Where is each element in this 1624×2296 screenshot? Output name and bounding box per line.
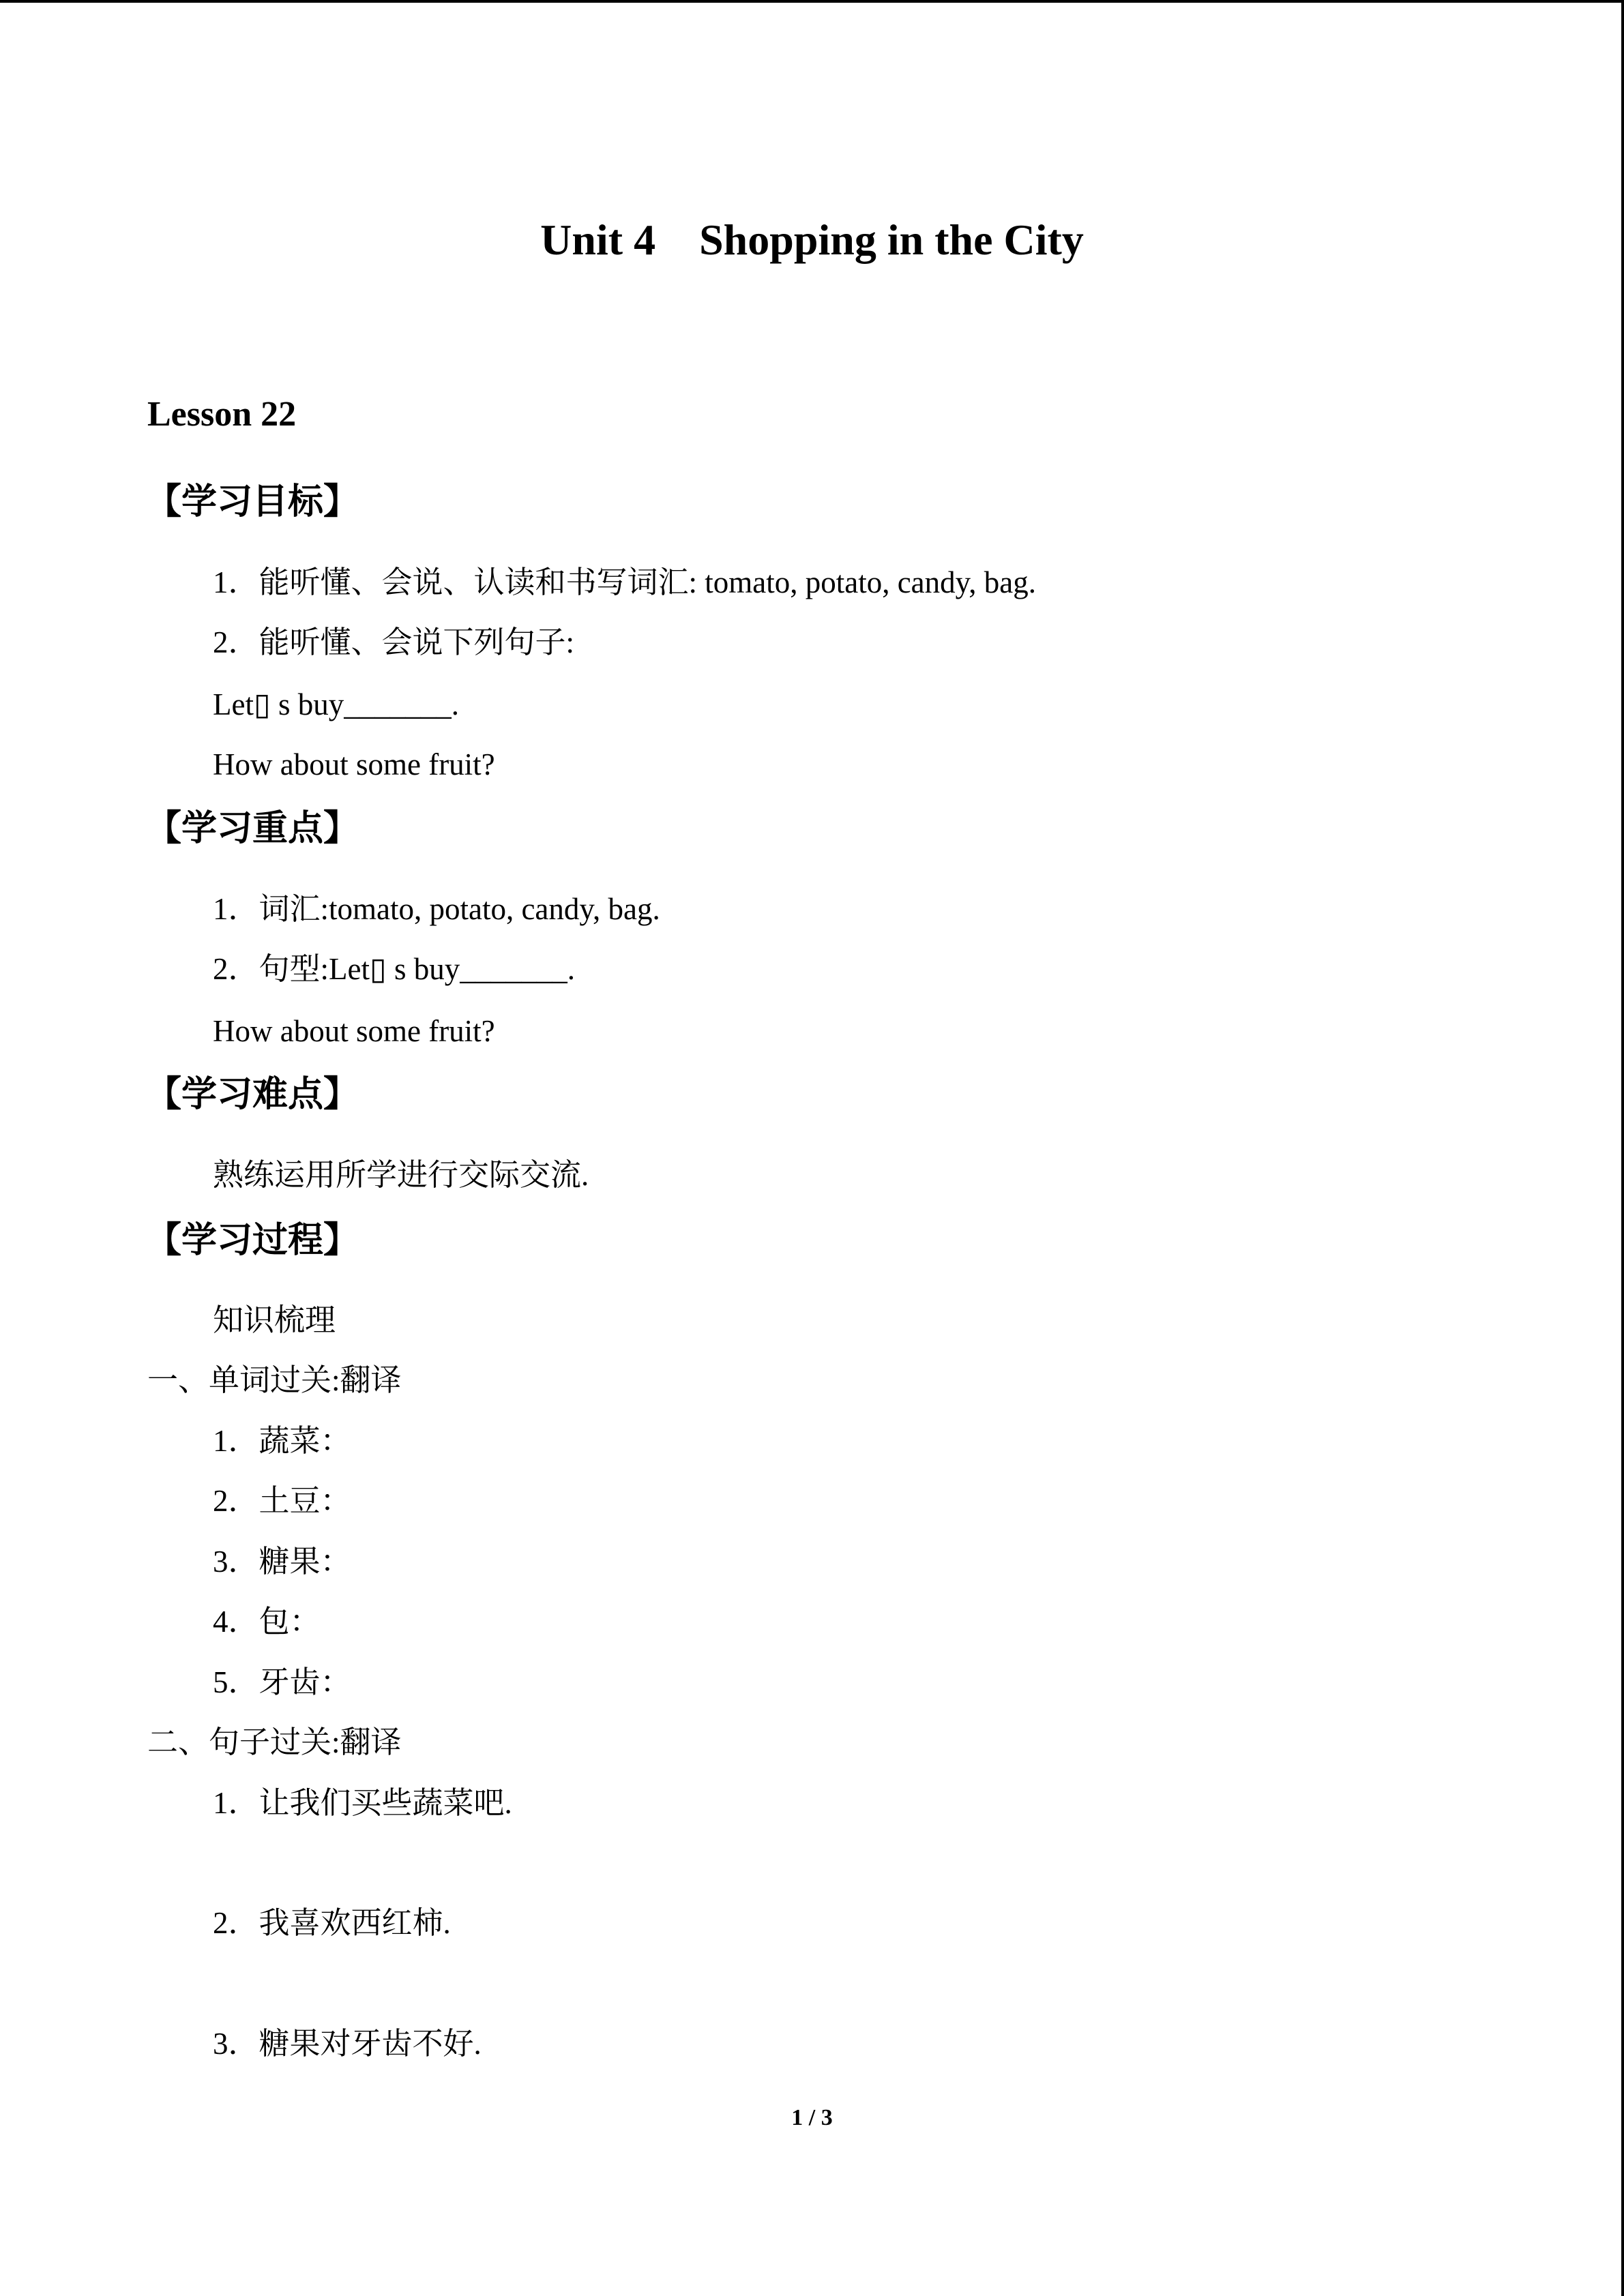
goal-line-4: How about some fruit? [213,747,495,781]
section-heading-key-points: 【学习重点】 [146,808,359,849]
part2-heading: 二、句子过关:翻译 [147,1725,402,1759]
word-item-3: 3．糖果： [213,1545,351,1579]
goal-line-1: 1．能听懂、会说、认读和书写词汇: tomato, potato, candy, bag. [213,565,1036,599]
sentence-item-1: 1．让我们买些蔬菜吧. [213,1786,512,1820]
page-top-border [0,0,1624,3]
section-heading-goals: 【学习目标】 [146,481,359,522]
section-heading-process: 【学习过程】 [146,1220,359,1261]
sentence-item-2: 2．我喜欢西红柿. [213,1906,451,1940]
word-item-1: 1．蔬菜： [213,1424,351,1458]
difficulty-line-1: 熟练运用所学进行交际交流. [213,1158,589,1192]
document-title: Unit 4 Shopping in the City [540,215,1084,264]
word-item-4: 4．包： [213,1605,321,1639]
page-right-border [1621,0,1624,2296]
key-point-line-1: 1．词汇:tomato, potato, candy, bag. [213,892,660,926]
key-point-line-3: How about some fruit? [213,1014,495,1048]
word-item-2: 2．土豆： [213,1484,351,1518]
goal-line-3: Let▯ s buy_______. [213,687,459,721]
section-heading-difficulties: 【学习难点】 [146,1074,359,1115]
key-point-line-2: 2．句型:Let▯ s buy_______. [213,952,575,986]
sentence-item-3: 3．糖果对牙齿不好. [213,2027,482,2061]
goal-line-2: 2．能听懂、会说下列句子: [213,625,575,659]
word-item-5: 5．牙齿： [213,1665,351,1699]
page-number: 1 / 3 [791,2105,833,2130]
lesson-heading: Lesson 22 [147,395,297,434]
process-intro: 知识梳理 [213,1303,336,1337]
part1-heading: 一、单词过关:翻译 [147,1363,402,1397]
